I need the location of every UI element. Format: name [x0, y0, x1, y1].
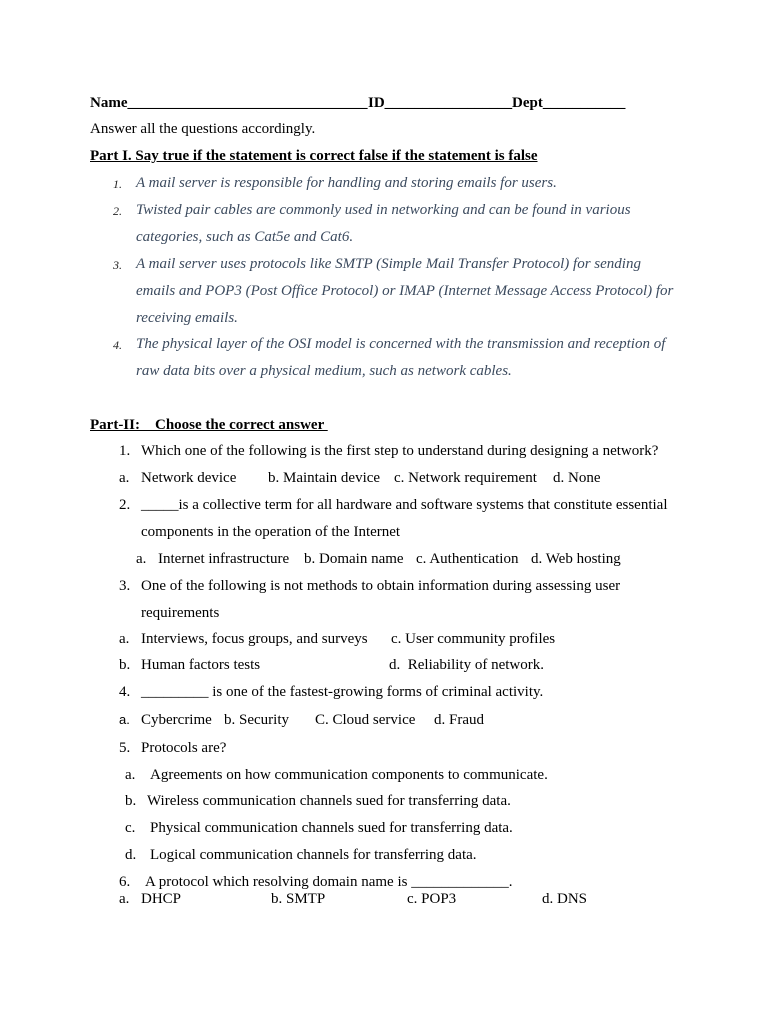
question-text: A protocol which resolving domain name is _____________.	[145, 874, 513, 890]
question-number: 1.	[119, 443, 131, 459]
question-text: Which one of the following is the first step to understand during designing a network?	[141, 443, 659, 459]
option-c: c. Authentication	[416, 551, 519, 567]
statement-text: A mail server uses protocols like SMTP (Simple Mail Transfer Protocol) for sending	[136, 256, 641, 272]
option-label: c.	[125, 820, 136, 836]
instruction-text: Answer all the questions accordingly.	[90, 121, 316, 137]
option-label: b.	[125, 793, 137, 809]
question-number: 4.	[119, 684, 131, 700]
statement-text-cont: receiving emails.	[136, 310, 238, 326]
option-c: C. Cloud service	[315, 712, 416, 728]
item-number: 2.	[113, 204, 122, 218]
question-text-cont: components in the operation of the Internet	[141, 524, 401, 540]
statement-text: Twisted pair cables are commonly used in networking and can be found in various	[136, 202, 631, 218]
option-b: Human factors tests	[141, 657, 261, 673]
option-d: d. DNS	[542, 891, 588, 907]
question-text-cont: requirements	[141, 605, 220, 621]
part2-title: Part-II: Choose the correct answer	[90, 417, 328, 433]
option-b: b. Security	[224, 712, 289, 728]
option-a-label: a.	[119, 712, 130, 727]
option-text: Wireless communication channels sued for transferring data.	[147, 793, 511, 809]
question-text: One of the following is not methods to obtain information during assessing user	[141, 578, 621, 594]
option-d: d. Web hosting	[531, 551, 621, 567]
option-a-label: a.	[136, 551, 147, 567]
option-b: b. Domain name	[304, 551, 404, 567]
option-text: Logical communication channels for transferring data.	[150, 847, 477, 863]
option-b-label: b.	[119, 657, 131, 673]
option-d: d. Fraud	[434, 712, 484, 728]
question-number: 5.	[119, 740, 131, 756]
item-number: 4.	[113, 338, 122, 352]
question-number: 2.	[119, 497, 131, 513]
option-label: d.	[125, 847, 137, 863]
option-c: c. User community profiles	[391, 631, 556, 647]
item-number: 3.	[113, 258, 122, 272]
option-c: c. POP3	[407, 891, 457, 907]
statement-text-cont: raw data bits over a physical medium, such as network cables.	[136, 363, 512, 379]
statement-text-cont: categories, such as Cat5e and Cat6.	[136, 229, 354, 245]
option-a: DHCP	[141, 891, 182, 907]
question-number: 3.	[119, 578, 131, 594]
option-a: Cybercrime	[141, 712, 212, 728]
option-a-label: a.	[119, 631, 130, 647]
option-d: d. Reliability of network.	[389, 657, 544, 673]
question-text: _________ is one of the fastest-growing forms of criminal activity.	[141, 684, 544, 700]
option-a-label: a.	[119, 470, 130, 486]
option-b: b. Maintain device	[268, 470, 381, 486]
name-field-label: Name________________________________	[90, 95, 368, 111]
statement-text: The physical layer of the OSI model is concerned with the transmission and reception of	[136, 336, 666, 352]
option-a: Network device	[141, 470, 237, 486]
question-text: _____is a collective term for all hardware and software systems that constitute essential	[141, 497, 668, 513]
option-a-label: a.	[119, 891, 130, 907]
option-a: Internet infrastructure	[158, 551, 290, 567]
id-field-label: ID_________________	[368, 95, 513, 111]
option-b: b. SMTP	[271, 891, 326, 907]
option-text: Agreements on how communication components to communicate.	[150, 767, 548, 783]
option-a: Interviews, focus groups, and surveys	[141, 631, 368, 647]
dept-field-label: Dept___________	[512, 95, 626, 111]
question-number: 6.	[119, 874, 131, 890]
option-text: Physical communication channels sued for transferring data.	[150, 820, 513, 836]
statement-text: A mail server is responsible for handling and storing emails for users.	[136, 175, 557, 191]
option-label: a.	[125, 767, 136, 783]
statement-text-cont: emails and POP3 (Post Office Protocol) or IMAP (Internet Message Access Protocol) for	[136, 283, 674, 299]
question-text: Protocols are?	[141, 740, 227, 756]
part1-title: Part I. Say true if the statement is correct false if the statement is false	[90, 148, 538, 164]
item-number: 1.	[113, 177, 122, 191]
option-c: c. Network requirement	[394, 470, 537, 486]
option-d: d. None	[553, 470, 601, 486]
